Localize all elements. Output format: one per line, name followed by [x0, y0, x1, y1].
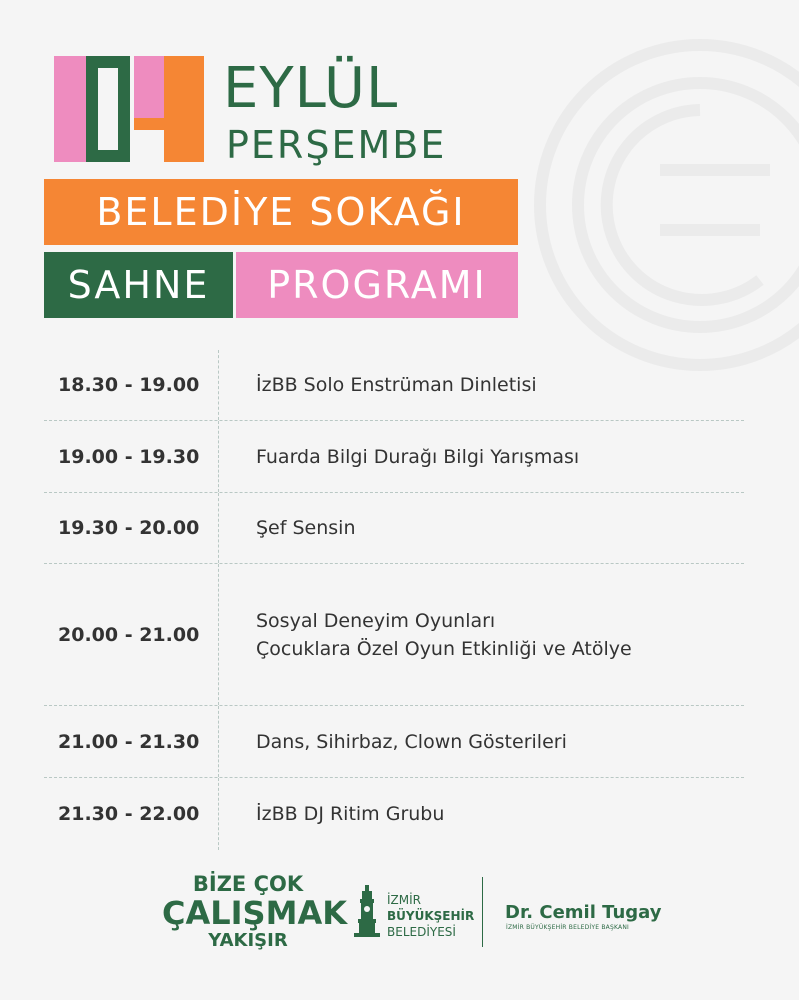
time-slot: 19.30 - 20.00 [58, 517, 200, 539]
column-divider [218, 350, 219, 420]
event-title: Dans, Sihirbaz, Clown Gösterileri [256, 730, 567, 753]
title-band-1: BELEDİYE SOKAĞI [44, 179, 518, 245]
column-divider [218, 493, 219, 563]
municipality-logo-text: İZMİR BÜYÜKŞEHİR BELEDİYESİ [387, 893, 475, 939]
schedule-row [44, 706, 744, 778]
column-divider [218, 564, 219, 705]
time-slot: 20.00 - 21.00 [58, 623, 200, 646]
month-label: EYLÜL [223, 56, 399, 121]
time-slot: 21.00 - 21.30 [58, 730, 200, 753]
time-slot: 18.30 - 19.00 [58, 374, 200, 396]
column-divider [218, 421, 219, 492]
event-title: Fuarda Bilgi Durağı Bilgi Yarışması [256, 445, 580, 468]
schedule-row [44, 564, 744, 706]
clock-tower-icon [354, 885, 380, 937]
mayor-name: Dr. Cemil Tugay [505, 902, 662, 923]
event-title: İzBB DJ Ritim Grubu [256, 803, 445, 825]
column-divider [218, 706, 219, 777]
event-title: Şef Sensin [256, 517, 356, 539]
day-number-graphic [54, 56, 214, 168]
column-divider [218, 778, 219, 850]
weekday-label: PERŞEMBE [226, 123, 447, 167]
mayor-title: İZMİR BÜYÜKŞEHİR BELEDİYE BAŞKANI [506, 924, 629, 931]
event-title: Sosyal Deneyim Oyunları Çocuklara Özel Oyun Etkinliği ve Atölye [256, 609, 632, 660]
title-band-2a: SAHNE [44, 252, 233, 318]
event-title: İzBB Solo Enstrüman Dinletisi [256, 374, 537, 396]
schedule-row [44, 493, 744, 564]
schedule-row [44, 778, 744, 850]
footer-divider [482, 877, 483, 947]
schedule-table [44, 350, 744, 850]
schedule-row [44, 421, 744, 493]
time-slot: 21.30 - 22.00 [58, 803, 200, 825]
title-band-2b: PROGRAMI [236, 252, 518, 318]
schedule-row [44, 350, 744, 421]
slogan-logo: BİZE ÇOK ÇALIŞMAK YAKIŞIR [162, 872, 347, 951]
time-slot: 19.00 - 19.30 [58, 445, 200, 468]
